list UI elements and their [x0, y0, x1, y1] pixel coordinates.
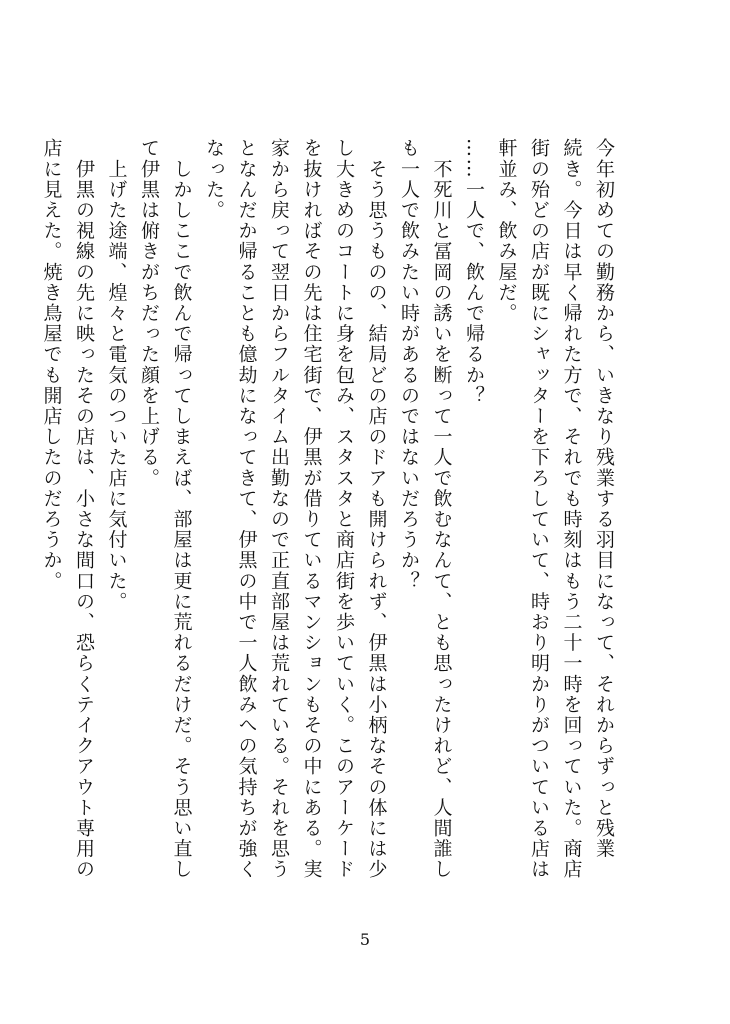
text-line: 軒並み、飲み屋だ。 [495, 138, 518, 324]
vertical-text-body [35, 138, 620, 908]
text-line: 今年初めての勤務から、いきなり残業する羽目になって、それからずっと残業 [593, 138, 615, 859]
text-line: し大きめのコートに身を包み、スタスタと商店街を歩いていく。このアーケード [333, 138, 355, 880]
text-line: 上げた途端、煌々と電気のついた店に気付いた。 [105, 138, 128, 612]
text-line: なった。 [203, 138, 225, 221]
text-line: 家から戻って翌日からフルタイム出勤なので正直部屋は荒れている。それを思う [268, 138, 290, 880]
text-line: そう思うものの、結局どの店のドアも開けられず、伊黒は小柄なその体には少 [365, 138, 388, 880]
text-line: も一人で飲みたい時があるのではないだろうか？ [398, 138, 420, 592]
text-line: 伊黒の視線の先に映ったその店は、小さな間口の、恐らくテイクアウト専用の [73, 138, 95, 880]
text-line: となんだか帰ることも億劫になってきて、伊黒の中で一人飲みへの気持ちが強く [235, 138, 258, 880]
text-line: て伊黒は俯きがちだった顔を上げる。 [138, 138, 160, 489]
text-line: しかしここで飲んで帰ってしまえば、部屋は更に荒れるだけだ。そう思い直し [170, 138, 193, 880]
page-number: 5 [359, 930, 371, 949]
text-line: 街の殆どの店が既にシャッターを下ろしていて、時おり明かりがついている店は [528, 138, 550, 880]
text-line: 続き。今日は早く帰れた方で、それでも時刻はもう二十一時を回っていた。商店 [560, 138, 583, 880]
text-line: を抜ければその先は住宅街で、伊黒が借りているマンションもその中にある。実 [300, 138, 323, 880]
text-line: ……一人で、飲んで帰るか？ [463, 138, 485, 406]
text-line: 店に見えた。焼き鳥屋でも開店したのだろうか。 [40, 138, 63, 592]
text-line: 不死川と冨岡の誘いを断って一人で飲むなんて、とも思ったけれど、人間誰し [430, 138, 453, 880]
